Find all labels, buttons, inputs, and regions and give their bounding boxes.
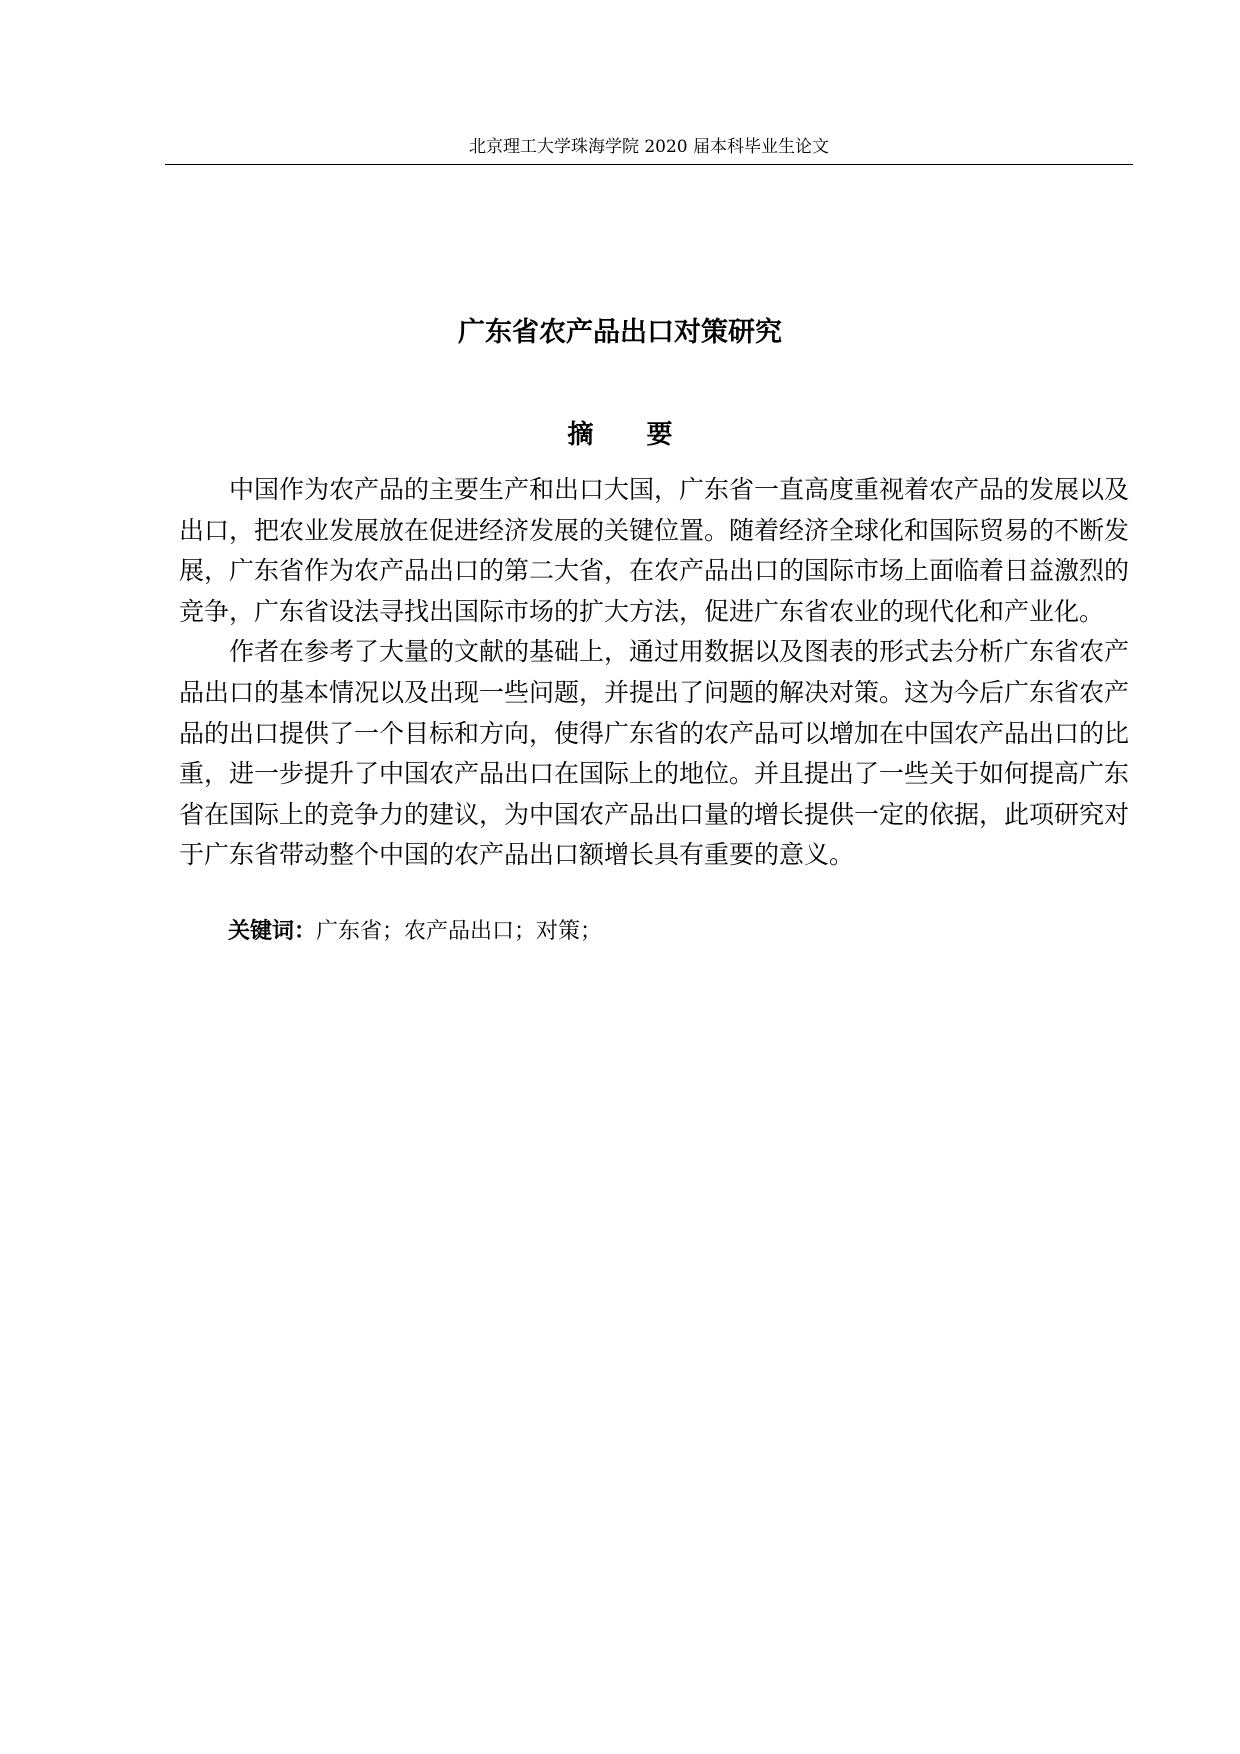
keywords	[228, 914, 602, 945]
abstract-line: 重，进一步提升了中国农产品出口在国际上的地位。并且提出了一些关于如何提高广东	[179, 759, 1130, 789]
keywords-value: 广东省；农产品出口；对策；	[316, 919, 603, 944]
abstract-line: 竞争，广东省设法寻找出国际市场的扩大方法，促进广东省农业的现代化和产业化。	[179, 596, 1105, 626]
abstract-line: 品出口的基本情况以及出现一些问题，并提出了问题的解决对策。这为今后广东省农产	[179, 677, 1130, 707]
thesis-title: 广东省农产品出口对策研究	[458, 317, 782, 348]
abstract-line: 作者在参考了大量的文献的基础上，通过用数据以及图表的形式去分析广东省农产	[229, 637, 1130, 667]
abstract-line: 于广东省带动整个中国的农产品出口额增长具有重要的意义。	[179, 840, 855, 870]
abstract-line: 省在国际上的竞争力的建议，为中国农产品出口量的增长提供一定的依据，此项研究对	[179, 799, 1130, 829]
abstract-heading: 摘 要	[567, 420, 695, 450]
abstract-body	[179, 470, 1130, 876]
header-rule	[165, 164, 1133, 165]
abstract-line: 品的出口提供了一个目标和方向，使得广东省的农产品可以增加在中国农产品出口的比	[179, 718, 1130, 748]
abstract-line: 出口，把农业发展放在促进经济发展的关键位置。随着经济全球化和国际贸易的不断发	[179, 515, 1130, 545]
abstract-line: 展，广东省作为农产品出口的第二大省，在农产品出口的国际市场上面临着日益激烈的	[179, 556, 1130, 586]
page-header: 北京理工大学珠海学院 2020 届本科毕业生论文	[468, 137, 830, 157]
abstract-line: 中国作为农产品的主要生产和出口大国，广东省一直高度重视着农产品的发展以及	[229, 475, 1130, 504]
keywords-label: 关键词：	[228, 918, 317, 944]
